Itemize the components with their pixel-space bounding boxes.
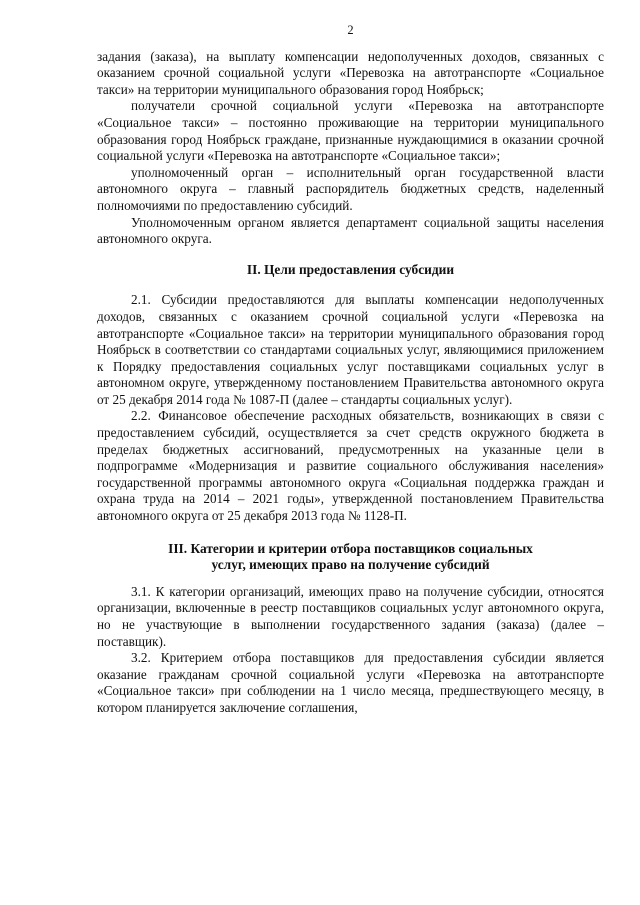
section-3-paragraph-2: 3.2. Критерием отбора поставщиков для предоставления субсидии является оказание гражданам срочной социальной услуги «Перевозка на автотранспорте «Социальное такси» при соблюдении на 1 число месяца, предшествующего месяцу, в котором планируется заключение соглашения,: [97, 650, 604, 715]
section-3-paragraph-1: 3.1. К категории организаций, имеющих право на получение субсидии, относятся организации, включенные в реестр поставщиков социальных услуг автономного округа, но не участвующие в выполнении государственного задания (заказа) (далее – поставщик).: [97, 583, 604, 649]
intro-paragraph-2: получатели срочной социальной услуги «Перевозка на автотранспорте «Социальное такси» – постоянно проживающие на территории муниципального образования город Ноябрьск граждане, признанные нуждающимися в оказании срочной социальной услуги «Перевозка на автотранспорте «Социальное такси»;: [97, 98, 604, 164]
section-2-paragraph-2: 2.2. Финансовое обеспечение расходных обязательств, возникающих в связи с предоставлением субсидий, осуществляется за счет средств окружного бюджета в пределах бюджетных ассигнований, предусмотренных на указанные цели в подпрограмме «Модернизация и развитие социального обслуживания населения» государственной программы автономного округа «Социальная поддержка граждан и охрана труда на 2014 – 2021 годы», утвержденной постановлением Правительства автономного округа от 25 декабря 2013 года № 1128-П.: [97, 408, 604, 524]
section-2-heading: II. Цели предоставления субсидии: [246, 261, 455, 277]
intro-paragraph-1: задания (заказа), на выплату компенсации недополученных доходов, связанных с оказанием срочной социальной услуги «Перевозка на автотранспорте «Социальное такси» на территории муниципального образования город Ноябрьск;: [97, 48, 604, 97]
section-3-heading-line-2: услуг, имеющих право на получение субсидий: [211, 557, 490, 573]
section-3-heading-line-1: III. Категории и критерии отбора поставщиков социальных: [168, 540, 533, 556]
section-3-heading: [97, 541, 604, 574]
intro-paragraph-3: уполномоченный орган – исполнительный орган государственной власти автономного округа – главный распорядитель бюджетных средств, наделенный полномочиями по предоставлению субсидий.: [97, 164, 604, 213]
intro-paragraph-4: Уполномоченным органом является департамент социальной защиты населения автономного округа.: [97, 214, 604, 247]
section-2-paragraph-1: 2.1. Субсидии предоставляются для выплаты компенсации недополученных доходов, связанных с оказанием срочной социальной услуги «Перевозка на автотранспорте «Социальное такси» на территории муниципального образования город Ноябрьск в соответствии со стандартами социальных услуг, являющимися приложением к Порядку предоставления социальных услуг поставщиками социальных услуг в автономном округе, утвержденному постановлением Правительства автономного округа от 25 декабря 2014 года № 1087-П (далее – стандарты социальных услуг).: [97, 292, 604, 407]
page-number: 2: [347, 23, 354, 37]
